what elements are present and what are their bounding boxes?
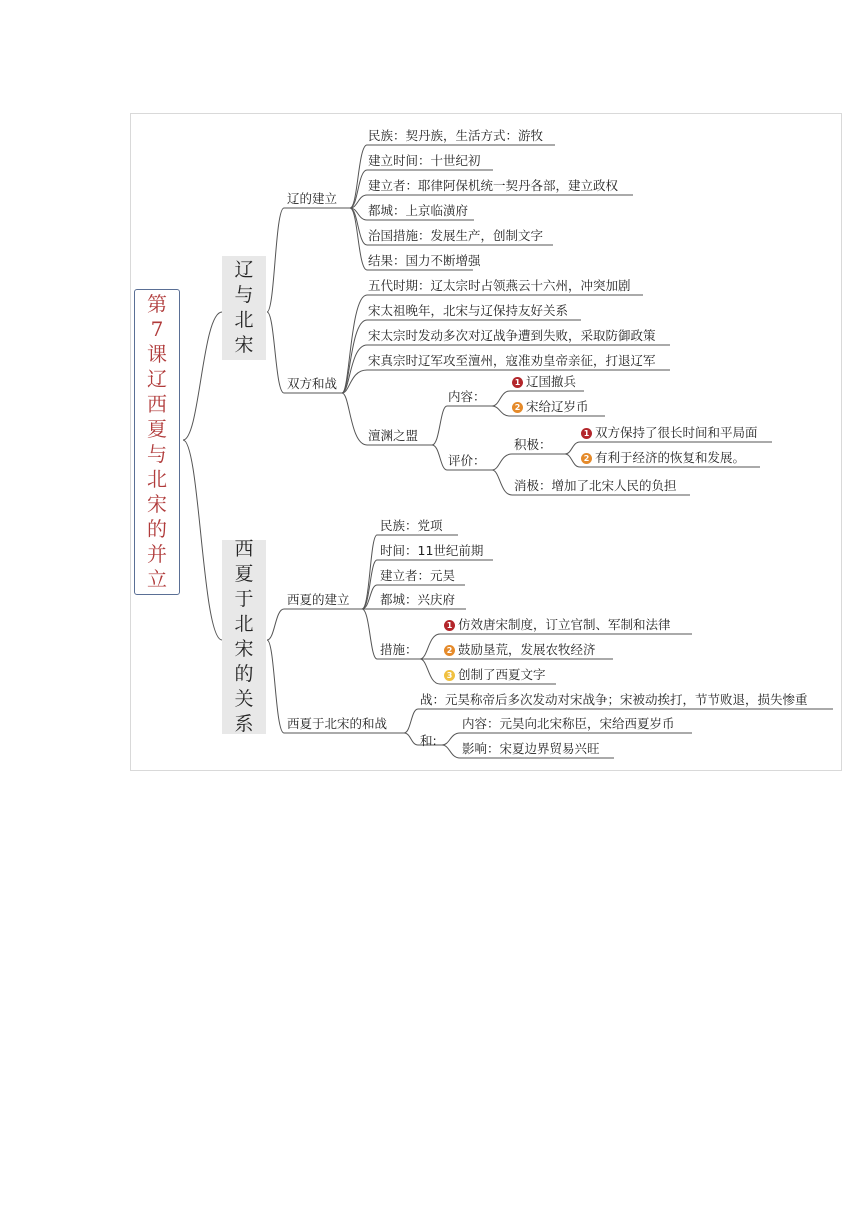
measure-item: 创制了西夏文字 bbox=[458, 667, 546, 682]
root-char: 立 bbox=[147, 567, 167, 591]
positive-label: 积极： bbox=[514, 437, 552, 452]
peace-item: 影响：宋夏边界贸易兴旺 bbox=[462, 741, 600, 756]
positive-item: 有利于经济的恢复和发展。 bbox=[595, 450, 746, 465]
number-badge-2-icon: 2 bbox=[444, 645, 455, 656]
xixia-founding-item: 建立者：元昊 bbox=[380, 568, 456, 583]
liao-war-item: 宋真宗时辽军攻至澶州，寇准劝皇帝亲征，打退辽军 bbox=[368, 353, 656, 368]
root-char: 北 bbox=[147, 467, 167, 491]
root-char: 第 bbox=[147, 292, 167, 316]
treaty-content-item: 辽国撤兵 bbox=[526, 374, 577, 389]
section-char: 与 bbox=[234, 284, 254, 306]
liao-founding-item: 结果：国力不断增强 bbox=[368, 253, 481, 268]
number-badge-2-icon: 2 bbox=[581, 453, 592, 464]
section-char: 于 bbox=[234, 588, 254, 610]
number-badge-1-icon: 1 bbox=[512, 377, 523, 388]
section-char: 系 bbox=[234, 713, 254, 735]
peace-label: 和: bbox=[420, 733, 437, 748]
lesson-title bbox=[134, 289, 180, 595]
liao-founding-item: 治国措施：发展生产，创制文字 bbox=[368, 228, 544, 243]
treaty-eval-label: 评价： bbox=[448, 453, 486, 468]
section-char: 北 bbox=[234, 309, 254, 331]
branch-liao-founding: 辽的建立 bbox=[287, 191, 338, 206]
root-char: 与 bbox=[147, 442, 167, 466]
treaty-content-label: 内容： bbox=[448, 389, 486, 404]
xixia-founding-item: 时间：11世纪前期 bbox=[380, 543, 484, 558]
number-badge-1-icon: 1 bbox=[444, 620, 455, 631]
measures-label: 措施： bbox=[380, 642, 418, 657]
war-item: 战：元昊称帝后多次发动对宋战争；宋被动挨打，节节败退，损失惨重 bbox=[420, 692, 808, 707]
root-char: 夏 bbox=[147, 417, 167, 441]
liao-founding-item: 都城：上京临潢府 bbox=[368, 203, 469, 218]
section-xixia-song bbox=[222, 540, 266, 734]
xixia-founding-item: 民族：党项 bbox=[380, 518, 443, 533]
liao-war-item: 五代时期：辽太宗时占领燕云十六州，冲突加剧 bbox=[368, 278, 631, 293]
liao-war-item: 宋太宗时发动多次对辽战争遭到失败，采取防御政策 bbox=[368, 328, 656, 343]
number-badge-1-icon: 1 bbox=[581, 428, 592, 439]
root-char: 西 bbox=[147, 392, 167, 416]
section-liao-song bbox=[222, 256, 266, 360]
branch-xixia-war-peace: 西夏于北宋的和战 bbox=[287, 716, 388, 731]
section-char: 关 bbox=[234, 688, 254, 710]
section-char: 辽 bbox=[234, 259, 254, 281]
root-char: 课 bbox=[147, 342, 167, 366]
peace-item: 内容：元昊向北宋称臣，宋给西夏岁币 bbox=[462, 716, 675, 731]
number-badge-3-icon: 3 bbox=[444, 670, 455, 681]
root-char: 宋 bbox=[147, 492, 167, 516]
chanyuan-treaty: 澶渊之盟 bbox=[368, 428, 419, 443]
root-char: 辽 bbox=[147, 367, 167, 391]
liao-founding-item: 民族：契丹族，生活方式：游牧 bbox=[368, 128, 544, 143]
measure-item: 仿效唐宋制度，订立官制、军制和法律 bbox=[458, 617, 671, 632]
negative-item: 消极：增加了北宋人民的负担 bbox=[514, 478, 677, 493]
section-char: 夏 bbox=[234, 563, 254, 585]
root-char: 的 bbox=[147, 517, 167, 541]
section-char: 宋 bbox=[234, 638, 254, 660]
liao-founding-item: 建立者：耶律阿保机统一契丹各部，建立政权 bbox=[368, 178, 619, 193]
branch-liao-war-peace: 双方和战 bbox=[287, 376, 338, 391]
liao-war-item: 宋太祖晚年，北宋与辽保持友好关系 bbox=[368, 303, 569, 318]
treaty-content-item: 宋给辽岁币 bbox=[526, 399, 589, 414]
root-char: 7 bbox=[150, 317, 164, 341]
positive-item: 双方保持了很长时间和平局面 bbox=[595, 425, 758, 440]
section-char: 宋 bbox=[234, 334, 254, 356]
root-char: 并 bbox=[147, 542, 167, 566]
xixia-founding-item: 都城：兴庆府 bbox=[380, 592, 456, 607]
measure-item: 鼓励垦荒，发展农牧经济 bbox=[458, 642, 596, 657]
section-char: 的 bbox=[234, 663, 254, 685]
section-char: 西 bbox=[234, 538, 254, 560]
liao-founding-item: 建立时间：十世纪初 bbox=[368, 153, 481, 168]
number-badge-2-icon: 2 bbox=[512, 402, 523, 413]
section-char: 北 bbox=[234, 613, 254, 635]
branch-xixia-founding: 西夏的建立 bbox=[287, 592, 350, 607]
